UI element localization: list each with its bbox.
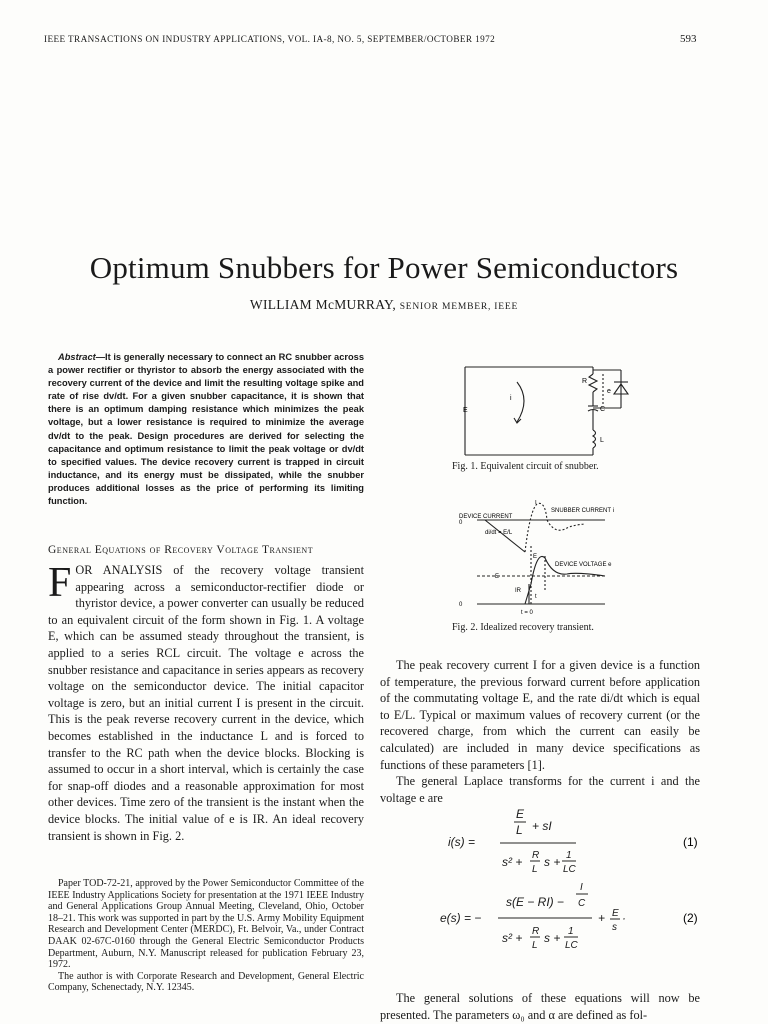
svg-text:E: E [516,807,525,821]
fig2-label-E-level: E [495,574,500,580]
author-affiliation: SENIOR MEMBER, IEEE [399,302,519,312]
svg-text:L: L [532,940,538,951]
svg-text:R: R [532,926,540,937]
svg-text:L: L [516,823,523,837]
fig1-label-i: i [510,395,512,402]
footnote [48,878,364,994]
svg-text:L: L [532,864,538,875]
fig1-caption: Fig. 1. Equivalent circuit of snubber. [452,461,599,472]
fig2-label-zero-top: 0 [459,520,463,526]
fig2-label-zero-bottom: 0 [459,602,463,608]
fig2-label-snubber-current: SNUBBER CURRENT i [551,508,614,514]
footnote-paper: Paper TOD-72-21, approved by the Power Semiconductor Committee of the IEEE Industry Applications Society for presentation at the 1971 IEEE Industry and General Applications Group Annual Meeting, Cleveland, Ohio, October 18–21. This work was supported in part by the U.S. Army Mobility Equipment Research and Development Center (MERDC), Ft. Belvoir, Va., under Contract DAAK 02-67C-0160 through the General Electric Semiconductor Products Department, Auburn, N.Y. Manuscript released for publication February 23, 1972. [48,878,364,971]
svg-text:C: C [578,898,586,909]
fig1-label-L: L [600,437,604,444]
fig2-label-I: I [535,500,537,506]
fig2-caption: Fig. 2. Idealized recovery transient. [452,622,594,633]
svg-text:LC: LC [563,864,576,875]
footnote-author: The author is with Corporate Research and Development, General Electric Company, Schenectady, N.Y. 12345. [48,970,364,994]
author-name: WILLIAM McMURRAY, [249,297,397,312]
fig2-label-t0: t = 0 [521,610,533,616]
fig1-label-E: E [463,407,468,414]
svg-text:E: E [612,908,619,919]
svg-text:i(s) =: i(s) = [448,835,475,849]
byline [0,297,768,313]
svg-text:·: · [622,911,626,925]
running-head: IEEE TRANSACTIONS ON INDUSTRY APPLICATIONS, VOL. IA-8, NO. 5, SEPTEMBER/OCTOBER 1972 [44,34,496,44]
fig1-circuit-diagram [455,360,645,460]
svg-text:s(E − RI) −: s(E − RI) − [506,895,565,909]
svg-text:+ sI: + sI [532,819,552,833]
right-paragraph-2: The general Laplace transforms for the current i and the voltage e are [380,774,700,805]
equation-1-number: (1) [683,835,698,849]
equation-2-number: (2) [683,911,698,925]
fig2-label-device-current: DEVICE CURRENT [459,514,513,520]
page-number: 593 [680,33,697,45]
section-body: of the recovery voltage transient appearing across a semiconductor-rectifier diode or thyristor device, a power converter can usually be reduced to an equivalent circuit of the form shown in Fig. 1. A voltage E, which can be assumed steady throughout the transient, is applied to a series RCL circuit. The voltage e across the snubber resistance and capacitance in series appears as recovery voltage on the semiconductor device. The initial capacitor voltage is zero, but an initial current I is present in the circuit. This is the peak reverse recovery current in the device, which becomes established in the inductance L and is forced to transfer to the RC path when the device blocks. Blocking is assumed to occur in a short interval, which is certainly the case for snap-off diodes and a reasonable approximation for most other devices. Time zero of the transient is the instant when the device blocks. The initial value of e is IR. An ideal recovery transient is shown in Fig. 2. [48,563,364,843]
left-column-body [48,562,364,844]
svg-text:s² +: s² + [502,931,523,945]
svg-text:LC: LC [565,940,578,951]
svg-text:I: I [580,882,583,893]
svg-text:1: 1 [566,850,572,861]
fig2-recovery-transient-diagram [455,500,685,618]
right-column-body [380,657,700,806]
svg-text:+: + [598,911,606,925]
right-paragraph-1: The peak recovery current I for a given device is a function of temperature, the previous forward current before application of the commutating voltage E, and the rate di/dt which is equal to E/L. Typical or maximum values of recovery current (or the recovered charge, from which the current can easily be calculated) are included in many device specifications as functions of these parameters [1]. [380,658,700,772]
abstract [48,351,364,508]
svg-text:s² +: s² + [502,855,523,869]
svg-text:s +: s + [544,855,561,869]
svg-text:1: 1 [568,926,574,937]
fig1-label-e: e [607,388,611,395]
right-paragraph-3: The general solutions of these equations will now be presented. The parameters ω₀ and α are defined as fol- [380,991,700,1022]
svg-text:s: s [612,922,617,933]
abstract-text: —It is generally necessary to connect an RC snubber across a power rectifier or thyristor to absorb the energy associated with the recovery current of the device and limit the resulting voltage spike and rate of rise dv/dt. For a given snubber capacitance, it is shown that there is an optimum damping resistance which minimizes the peak voltage, but a lower resistance is required to minimize the average dv/dt to the peak. Design procedures are derived for selecting the capacitance and optimum resistance to limit the peak voltage or dv/dt to specified values. The device recovery current is trapped in circuit inductance, and its energy must be dissipated, while the snubber produces additional losses as the price of performing its limiting function. [48,352,364,507]
fig2-label-tm: t [535,594,537,600]
svg-text:e(s) = −: e(s) = − [440,911,482,925]
fig2-label-device-voltage: DEVICE VOLTAGE e [555,562,612,568]
drop-cap: F [48,560,72,606]
equation-1 [440,806,710,878]
section-heading: General Equations of Recovery Voltage Transient [48,544,314,556]
right-column-continuation [380,990,700,1023]
fig2-label-IR: IR [515,588,521,594]
svg-text:R: R [532,850,540,861]
fig2-label-didt: di/dt = E/L [485,530,513,536]
fig1-label-R: R [582,378,588,385]
paper-title: Optimum Snubbers for Power Semiconductors [89,250,679,285]
fig2-label-E-peak: E [533,554,538,560]
fig1-label-C: C [600,406,606,413]
abstract-label: Abstract [58,352,96,362]
equation-2 [440,880,710,960]
svg-text:s +: s + [544,931,561,945]
section-lead: OR ANALYSIS [75,563,163,577]
